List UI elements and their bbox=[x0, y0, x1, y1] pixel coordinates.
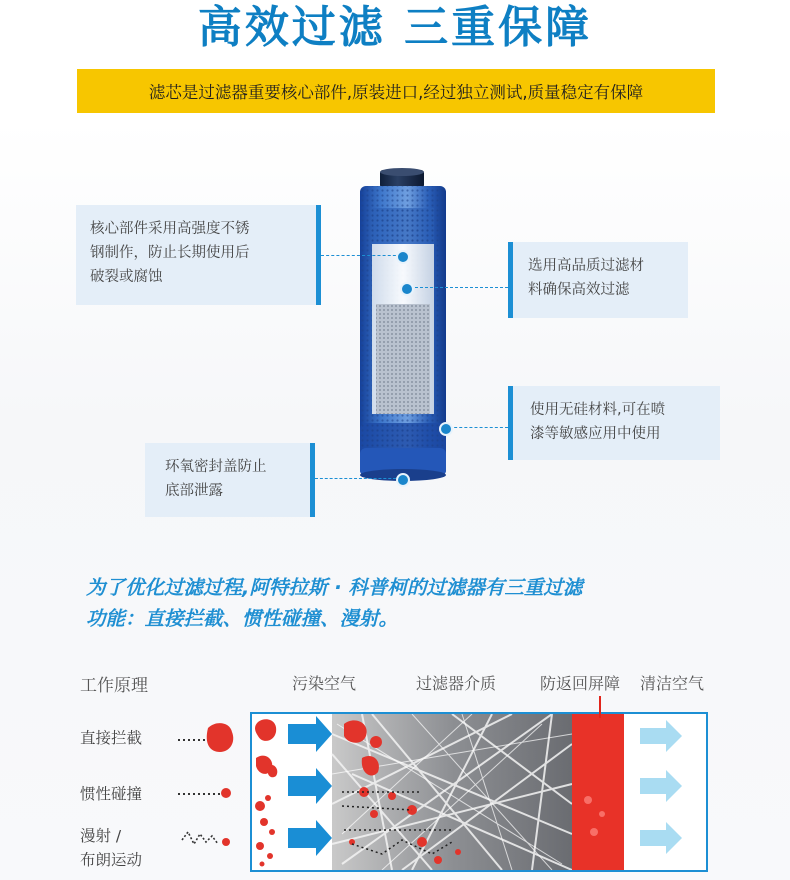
callout-steel bbox=[76, 205, 321, 305]
particle-icon bbox=[222, 838, 230, 846]
particle-legend-icons bbox=[176, 714, 240, 864]
filter-cartridge-image bbox=[350, 168, 460, 488]
column-label-polluted-air: 污染空气 bbox=[292, 674, 357, 693]
callout-accent-bar bbox=[310, 443, 315, 517]
callout-material-line: 选用高品质过滤材 bbox=[528, 258, 644, 274]
principle-title: 工作原理 bbox=[80, 676, 148, 696]
column-label-barrier: 防返回屏障 bbox=[540, 674, 621, 693]
filtration-diagram-graphic bbox=[252, 714, 706, 870]
callout-accent-bar bbox=[508, 386, 513, 460]
flow-arrow-icon bbox=[640, 822, 682, 854]
row-label-interception: 直接拦截 bbox=[80, 729, 143, 747]
callout-silicone bbox=[508, 386, 720, 460]
callout-epoxy-line: 环氧密封盖防止 bbox=[165, 459, 267, 475]
intro-line: 为了优化过滤过程,阿特拉斯 · 科普柯的过滤器有三重过滤 bbox=[86, 576, 583, 599]
callout-silicone-line: 使用无硅材料,可在喷 bbox=[530, 402, 666, 418]
column-label-filter-media: 过滤器介质 bbox=[416, 674, 497, 693]
flow-arrow-icon bbox=[288, 716, 332, 752]
callout-steel-line: 破裂或腐蚀 bbox=[90, 269, 163, 285]
row-label-impaction: 惯性碰撞 bbox=[80, 785, 143, 803]
leader-dot-icon bbox=[439, 422, 453, 436]
row-label-diffusion-line: 布朗运动 bbox=[80, 851, 143, 869]
callout-material bbox=[508, 242, 688, 318]
leader-line bbox=[444, 427, 508, 428]
flow-arrow-icon bbox=[288, 768, 332, 804]
flow-arrow-icon bbox=[640, 770, 682, 802]
particle-icon bbox=[221, 788, 231, 798]
filtration-diagram bbox=[250, 712, 708, 872]
row-label-diffusion bbox=[80, 824, 142, 872]
row-label-diffusion-line: 漫射 / bbox=[80, 827, 122, 845]
leader-line bbox=[315, 478, 401, 479]
leader-line bbox=[321, 255, 401, 256]
callout-accent-bar bbox=[508, 242, 513, 318]
leader-dot-icon bbox=[400, 282, 414, 296]
yellow-banner: 滤芯是过滤器重要核心部件,原装进口,经过独立测试,质量稳定有保障 bbox=[77, 69, 715, 113]
leader-dot-icon bbox=[396, 473, 410, 487]
callout-steel-line: 核心部件采用高强度不锈 bbox=[90, 221, 250, 237]
callout-epoxy-line: 底部泄露 bbox=[165, 483, 223, 499]
column-label-clean-air: 清洁空气 bbox=[640, 674, 705, 693]
callout-silicone-line: 漆等敏感应用中使用 bbox=[530, 426, 661, 442]
barrier-pointer-line bbox=[599, 696, 601, 718]
particle-icon bbox=[207, 723, 234, 752]
callout-epoxy bbox=[145, 443, 315, 517]
flow-arrow-icon bbox=[288, 820, 332, 856]
callout-material-line: 料确保高效过滤 bbox=[528, 282, 630, 298]
leader-line bbox=[405, 287, 508, 288]
callout-steel-line: 钢制作，防止长期使用后 bbox=[90, 245, 250, 261]
intro-line: 功能：直接拦截、惯性碰撞、漫射。 bbox=[86, 607, 399, 630]
page-title: 高效过滤 三重保障 bbox=[197, 2, 593, 53]
flow-arrow-icon bbox=[640, 720, 682, 752]
intro-text bbox=[86, 572, 726, 634]
leader-dot-icon bbox=[396, 250, 410, 264]
